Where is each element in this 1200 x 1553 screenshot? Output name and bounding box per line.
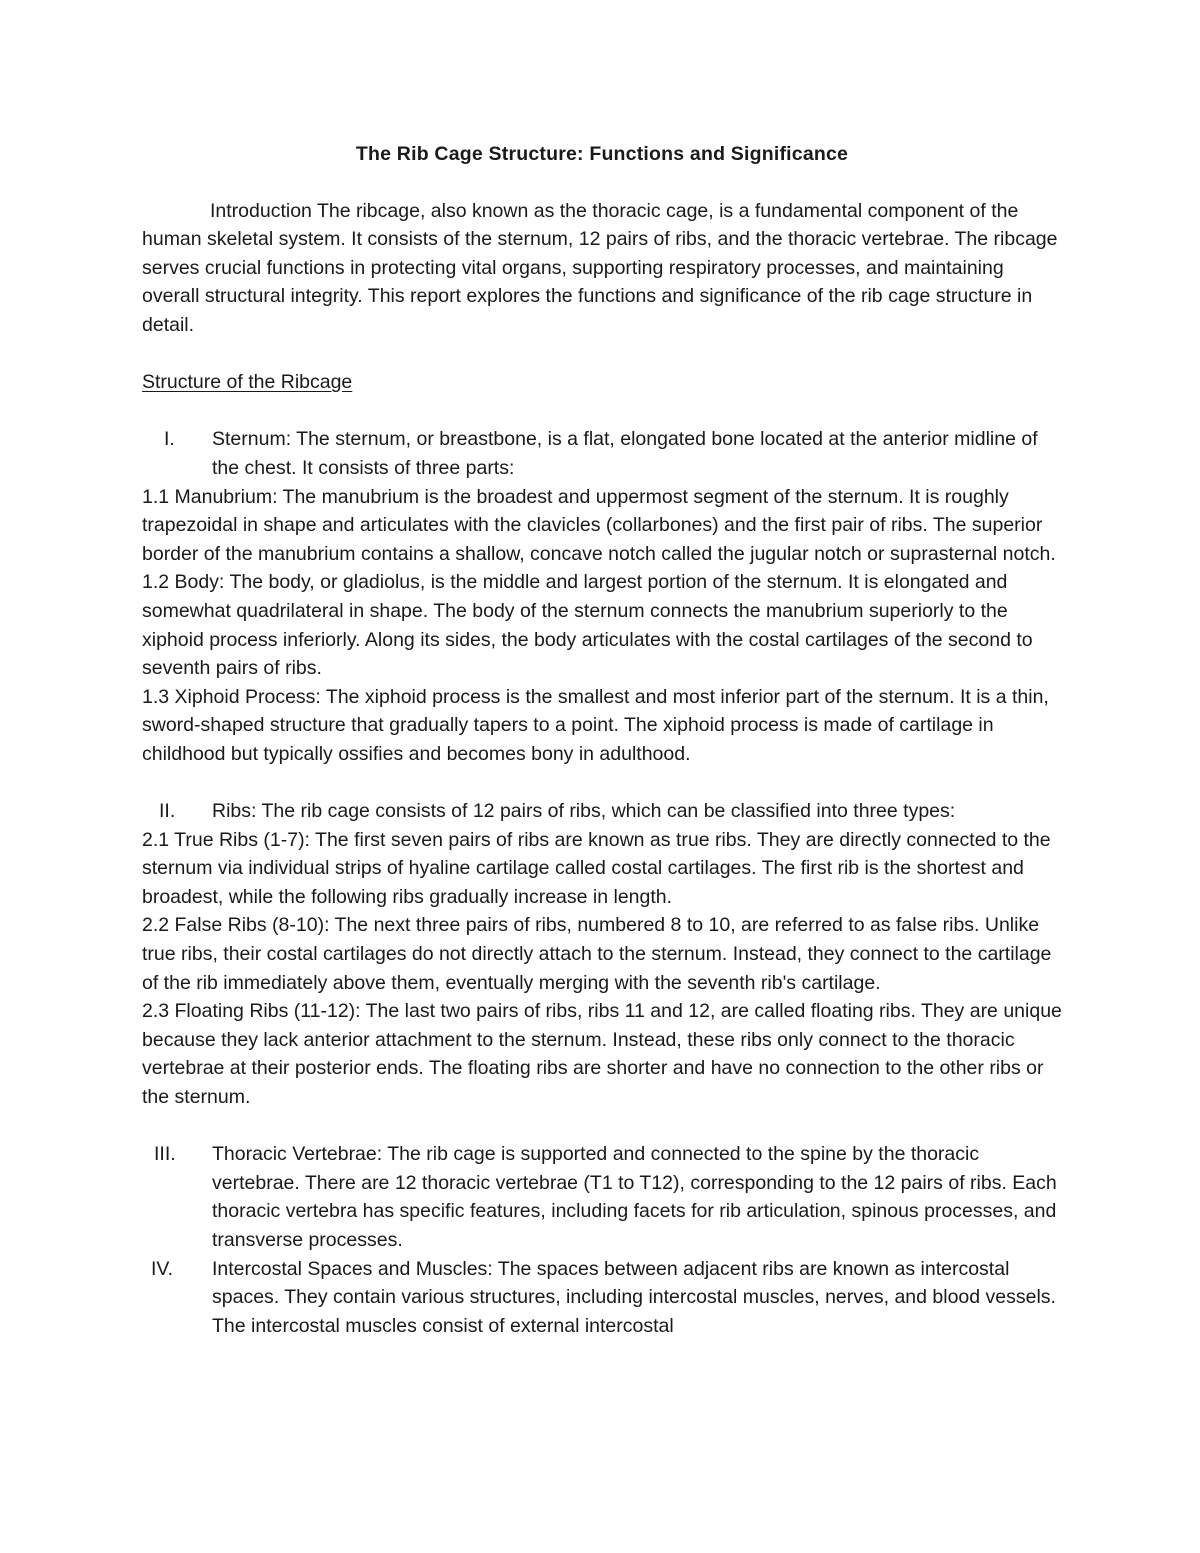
list-item-ribs xyxy=(142,797,1062,826)
spacer xyxy=(142,397,1062,426)
spacer xyxy=(142,1112,1062,1141)
list-item-text: Intercostal Spaces and Muscles: The spaces between adjacent ribs are known as intercostal spaces. They contain various structures, including intercostal muscles, nerves, and blood vessels. The intercostal muscles consist of external intercostal xyxy=(212,1257,1056,1337)
subsection-false-ribs: 2.2 False Ribs (8-10): The next three pairs of ribs, numbered 8 to 10, are referred to as false ribs. Unlike true ribs, their costal cartilages do not directly attach to the sternum. Instead, they connect to the cartilage of the rib immediately above them, eventually merging with the seventh rib's cartilage. xyxy=(142,914,1052,994)
subsection-xiphoid: 1.3 Xiphoid Process: The xiphoid process is the smallest and most inferior part of the sternum. It is a thin, sword-shaped structure that gradually tapers to a point. The xiphoid process is made of cartilage in childhood but typically ossifies and becomes bony in adulthood. xyxy=(142,685,1049,765)
document-body xyxy=(142,140,1062,1340)
list-item-text: Ribs: The rib cage consists of 12 pairs of ribs, which can be classified into three types: xyxy=(212,800,956,823)
spacer xyxy=(142,340,1062,369)
list-item-intercostal xyxy=(142,1255,1062,1341)
list-item-text: Thoracic Vertebrae: The rib cage is supported and connected to the spine by the thoracic vertebrae. There are 12 thoracic vertebrae (T1 to T12), corresponding to the 12 pairs of ribs. Each thoracic vertebra has specific features, including facets for rib articulation, spinous processes, and transverse processes. xyxy=(212,1143,1057,1251)
subsection-true-ribs: 2.1 True Ribs (1-7): The first seven pairs of ribs are known as true ribs. They are directly connected to the sternum via individual strips of hyaline cartilage called costal cartilages. The first rib is the shortest and broadest, while the following ribs gradually increase in length. xyxy=(142,828,1051,908)
list-item-text: Sternum: The sternum, or breastbone, is a flat, elongated bone located at the anterior midline of the chest. It consists of three parts: xyxy=(212,428,1038,479)
list-number: II. xyxy=(159,800,176,823)
list-item-sternum xyxy=(142,425,1062,482)
subsection-body: 1.2 Body: The body, or gladiolus, is the middle and largest portion of the sternum. It is elongated and somewhat quadrilateral in shape. The body of the sternum connects the manubrium superiorly to the xiphoid process inferiorly. Along its sides, the body articulates with the costal cartilages of the second to seventh pairs of ribs. xyxy=(142,571,1033,680)
list-item-thoracic-vertebrae xyxy=(142,1140,1062,1254)
list-number: IV. xyxy=(151,1257,174,1280)
document-title: The Rib Cage Structure: Functions and Significance xyxy=(355,143,849,165)
list-number: III. xyxy=(154,1143,176,1166)
spacer xyxy=(142,768,1062,797)
subsection-manubrium: 1.1 Manubrium: The manubrium is the broadest and uppermost segment of the sternum. It is roughly trapezoidal in shape and articulates with the clavicles (collarbones) and the first pair of ribs. The superior border of the manubrium contains a shallow, concave notch called the jugular notch or suprasternal notch. xyxy=(142,485,1056,565)
section-heading: Structure of the Ribcage xyxy=(142,371,353,394)
list-number: I. xyxy=(164,428,175,451)
subsection-floating-ribs: 2.3 Floating Ribs (11-12): The last two pairs of ribs, ribs 11 and 12, are called floating ribs. They are unique because they lack anterior attachment to the sternum. Instead, these ribs only connect to the thoracic vertebrae at their posterior ends. The floating ribs are shorter and have no connection to the other ribs or the sternum. xyxy=(142,1000,1062,1108)
intro-paragraph: Introduction The ribcage, also known as the thoracic cage, is a fundamental component of the human skeletal system. It consists of the sternum, 12 pairs of ribs, and the thoracic vertebrae. The ribcage serves crucial functions in protecting vital organs, supporting respiratory processes, and maintaining overall structural integrity. This report explores the functions and significance of the rib cage structure in detail. xyxy=(142,199,1058,336)
